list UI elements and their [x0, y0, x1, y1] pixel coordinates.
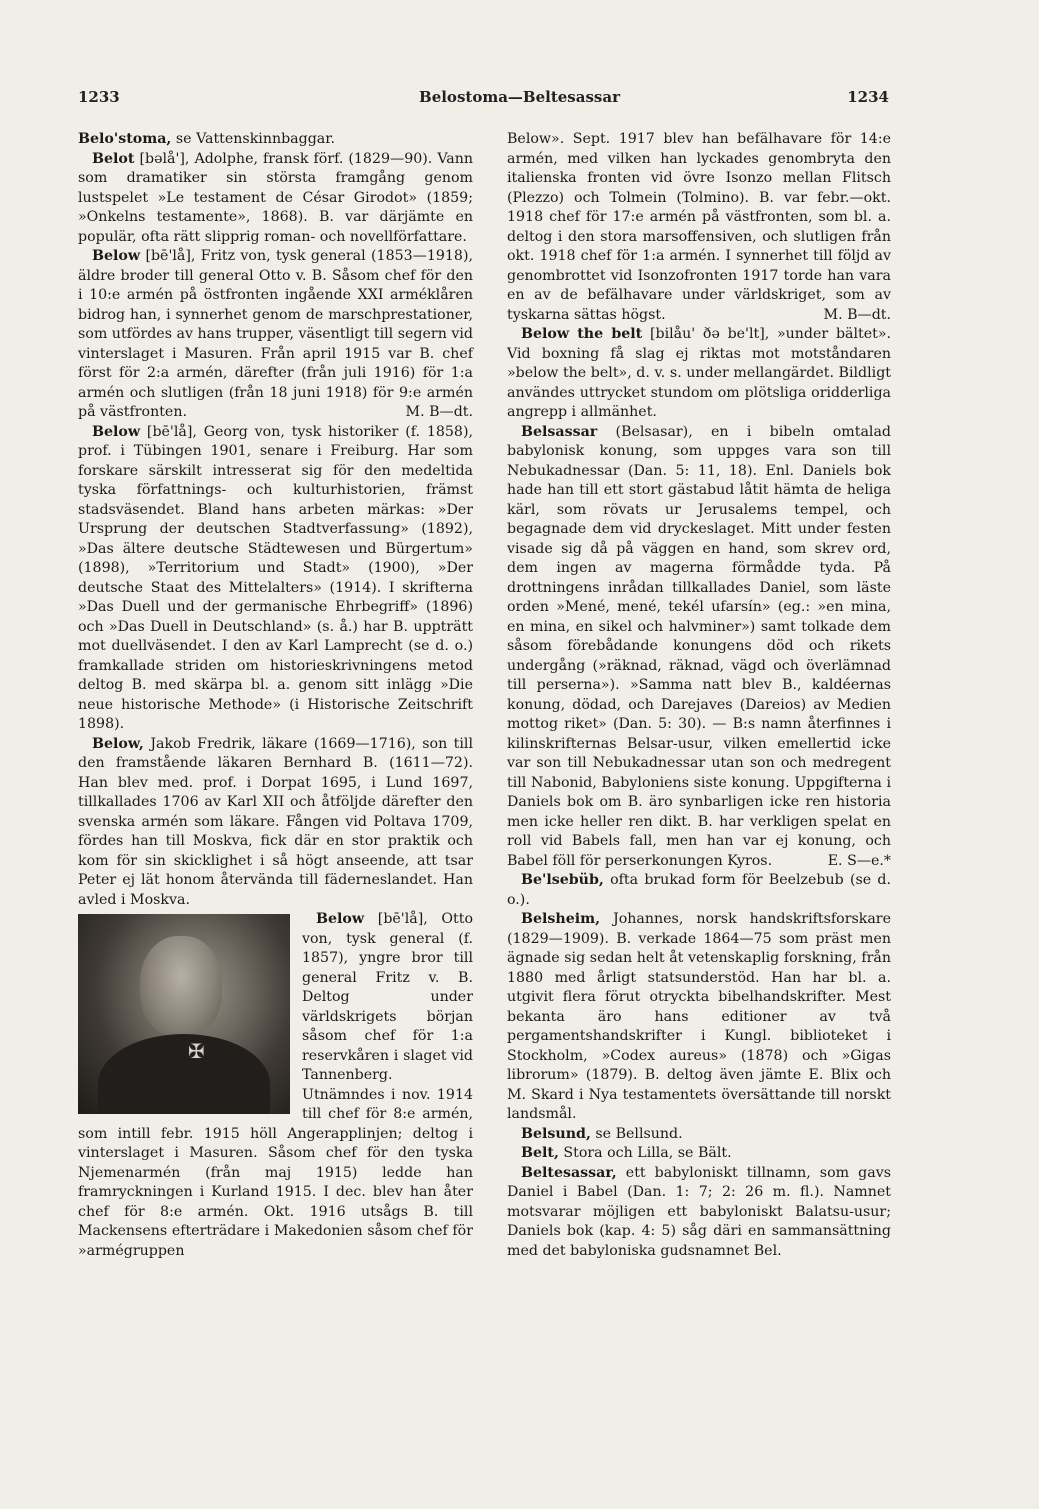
headword: Below	[316, 911, 365, 927]
headword: Belo'stoma,	[78, 131, 172, 147]
entry-text: (Belsasar), en i bibeln omtalad babylonisk konung, som uppges vara son till Nebukadnessar (Dan. 5: 11, 18). Enl. Daniels bok hade han till ett stort gästabud låtit hämta de heliga kärl, som rövats ur Jerusalems tempel, och begagnade dem vid dryckeslaget. Mitt under festen visade sig då på väggen en hand, som skrev ord, dem ingen av magerna förmådde tyda. På drottningens inrådan tillkallades Daniel, som läste orden »Mené, mené, tekél ufarsín» (eg.: »en mina, en mina, en sikel och halvminer») samt tolkade dem såsom förebådande konungens död och rikets undergång (»räknad, räknad, vägd och överlämnad till perserna»). »Samma natt blev B., kaldéernas konung, dödad, och Darejaves (Dareios) av Medien mottog riket» (Dan. 5: 30). — B:s namn återfinnes i kilinskrifternas Belsar-usur, vilken emellertid icke var son till Nebukadnessar utan son och medregent till Nabonid, Babyloniens siste konung. Uppgifterna i Daniels bok om B. äro synbarligen icke ren historia men icke heller ren dikt. B. har verkligen spelat en roll vid Babels fall, men han var ej konung, och Babel föll för perserkonungen Kyros.	[507, 423, 891, 869]
entry-belot	[78, 150, 473, 248]
entry-belsheim	[507, 910, 891, 1125]
portrait-image	[78, 914, 290, 1114]
author-signature: M. B—dt.	[405, 404, 473, 420]
entry-below-the-belt	[507, 325, 891, 423]
author-signature: M. B—dt.	[823, 306, 891, 323]
entry-text: Johannes, norsk handskriftsforskare (1829—1909). B. verkade 1864—75 som präst men ägnade sig sedan helt åt vetenskaplig forskning, från 1880 med årligt statsunderstöd. Han har bl. a. utgivit flera förut otryckta bibelhandskrifter. Mest bekanta äro hans editioner av två pergamentshandskrifter i Kungl. biblioteket i Stockholm, »Codex aureus» (1878) och »Gigas librorum» (1879). B. deltog även jämte E. Blix och M. Skard i Nya testamentets översättande till norskt landsmål.	[507, 911, 891, 1122]
headword: Belt,	[521, 1145, 559, 1161]
entry-belt-stora-lilla	[507, 1144, 891, 1164]
entry-belsund	[507, 1125, 891, 1145]
entry-below-otto	[78, 910, 473, 1261]
author-signature: E. S—e.*	[827, 852, 891, 869]
entry-text: se Vattenskinnbaggar.	[175, 131, 335, 147]
entry-text: [bilåu' ðə be'lt], »under bältet». Vid boxning få slag ej riktas mot motståndaren »below the belt», d. v. s. under mellangärdet. Bildligt användes uttrycket stundom om plötsliga oridderliga angrepp i allmänhet.	[507, 326, 892, 420]
entry-beltesassar	[507, 1164, 891, 1262]
iron-cross-icon: ✠	[188, 1039, 205, 1063]
headword: Belsassar	[521, 423, 598, 440]
entry-text: ett babyloniskt tillnamn, som gavs Daniel i Babel (Dan. 1: 7; 2: 26 m. fl.). Namnet motsvarar möjligen ett babyloniskt Balatsu-usur; Daniels bok (kap. 4: 5) såg däri en sammansättning med det babyloniska gudsnamnet Bel.	[507, 1164, 891, 1259]
left-column	[78, 130, 473, 1261]
entry-text: Below». Sept. 1917 blev han befälhavare för 14:e armén, med vilken han lyckades genombryta den italienska fronten vid övre Isonzo mellan Flitsch (Plezzo) och Tolmein (Tolmino). B. var febr.—okt. 1918 chef för 17:e armén på västfronten, som bl. a. deltog i den stora marsoffensiven, och slutligen från okt. 1918 chef för 1:a armén. I synnerhet till följd av genombrottet vid Isonzofronten 1917 torde han vara en av de befälhavare under världskriget, som av tyskarna sättas högst.	[507, 131, 891, 323]
portrait-face	[140, 936, 222, 1036]
entry-below-fritz	[78, 247, 473, 423]
entry-text: [bē'lå], Georg von, tysk historiker (f. 1858), prof. i Tübingen 1901, senare i Freiburg. Har som forskare särskilt intresserat sig för den medeltida tyska författnings- och kulturhistorien, främst stadsväsendet. Bland hans arbeten märkas: »Der Ursprung der deutschen Stadtverfassung» (1892), »Das ältere deutsche Städtewesen und Bürgertum» (1898), »Territorium und Stadt» (1900), »Der deutsche Staat des Mittelalters» (1914). I skrifterna »Das Duell und der germanische Ehrbegriff» (1896) och »Das Duell in Deutschland» (s. å.) har B. uppträtt mot duellväsendet. I den av Karl Lamprecht (se d. o.) framkallade striden om historieskrivningens metod deltog B. med skärpa bl. a. genom sitt inlägg »Die neue historische Methode» (i Historische Zeitschrift 1898).	[78, 423, 473, 732]
headword: Below the belt	[521, 326, 643, 342]
entry-text: [bē'lå], Fritz von, tysk general (1853—1918), äldre broder till general Otto v. B. Såsom chef för den i 10:e armén på östfronten ingående XXI arméklåren bidrog han, i synnerhet genom de marschprestationer, som utfördes av hans trupper, väsentligt till segern vid vinterslaget i Masuren. Från april 1915 var B. chef först för 2:a armén, därefter (från juli 1916) för 1:a armén och slutligen (från 18 juni 1918) för 9:e armén på västfronten.	[78, 248, 473, 420]
headword: Below,	[92, 735, 144, 752]
entry-belsebub	[507, 871, 891, 910]
entry-belsassar	[507, 423, 891, 872]
page-number-right: 1234	[847, 88, 889, 106]
running-title: Belostoma—Beltesassar	[419, 88, 620, 106]
headword: Below	[92, 423, 141, 440]
entry-text: Jakob Fredrik, läkare (1669—1716), son till den framstående läkaren Bernhard B. (1611—72). Han blev med. prof. i Dorpat 1695, i Lund 1697, tillkallades 1706 av Karl XII och åtföljde därefter den svenska armén som läkare. Fången vid Poltava 1709, fördes han till Moskva, fick där en stor praktik och kom för sin skicklighet i så högt anseende, att tsar Peter ej lät honom återvända till fäderneslandet. Han avled i Moskva.	[78, 735, 473, 908]
entry-text: [bəlå'], Adolphe, fransk förf. (1829—90). Vann som dramatiker sin största framgång genom lustspelet »Le testament de César Girodot» (1859; »Onkelns testamente», 1868). B. var därjämte en populär, ofta rätt slipprig roman- och novellförfattare.	[78, 150, 473, 245]
entry-text: ofta brukad form för Beelzebub (se d. o.).	[507, 872, 892, 908]
headword: Belsheim,	[521, 911, 601, 927]
entry-belostoma	[78, 130, 473, 150]
headword: Belot	[92, 150, 135, 167]
portrait-photo	[78, 914, 290, 1114]
headword: Be'lsebüb,	[521, 872, 604, 888]
entry-below-otto-continued	[507, 130, 891, 325]
headword: Beltesassar,	[521, 1164, 617, 1181]
page-number-left: 1233	[78, 88, 120, 106]
entry-below-georg	[78, 423, 473, 735]
entry-text: se Bellsund.	[595, 1125, 683, 1142]
entry-text: [bē'lå], Otto von, tysk general (f. 1857), yngre bror till general Fritz v. B. Deltog under världskrigets början såsom chef för 1:a reservkåren i slaget vid Tannenberg. Utnämndes i nov. 1914 till chef för 8:e armén, som intill febr. 1915 höll Angerapplinjen; deltog i vinterslaget i Masuren. Såsom chef för den tyska Njemenarmén (från maj 1915) ledde han framryckningen i Kurland 1915. I dec. blev han åter chef för 8:e armén. Okt. 1916 utsågs B. till Mackensens efterträdare i Makedonien såsom chef för »armégruppen	[78, 911, 473, 1259]
entry-below-jakob	[78, 735, 473, 911]
headword: Below	[92, 248, 141, 264]
right-column	[507, 130, 891, 1261]
entry-text: Stora och Lilla, se Bält.	[563, 1145, 732, 1161]
headword: Belsund,	[521, 1125, 591, 1142]
